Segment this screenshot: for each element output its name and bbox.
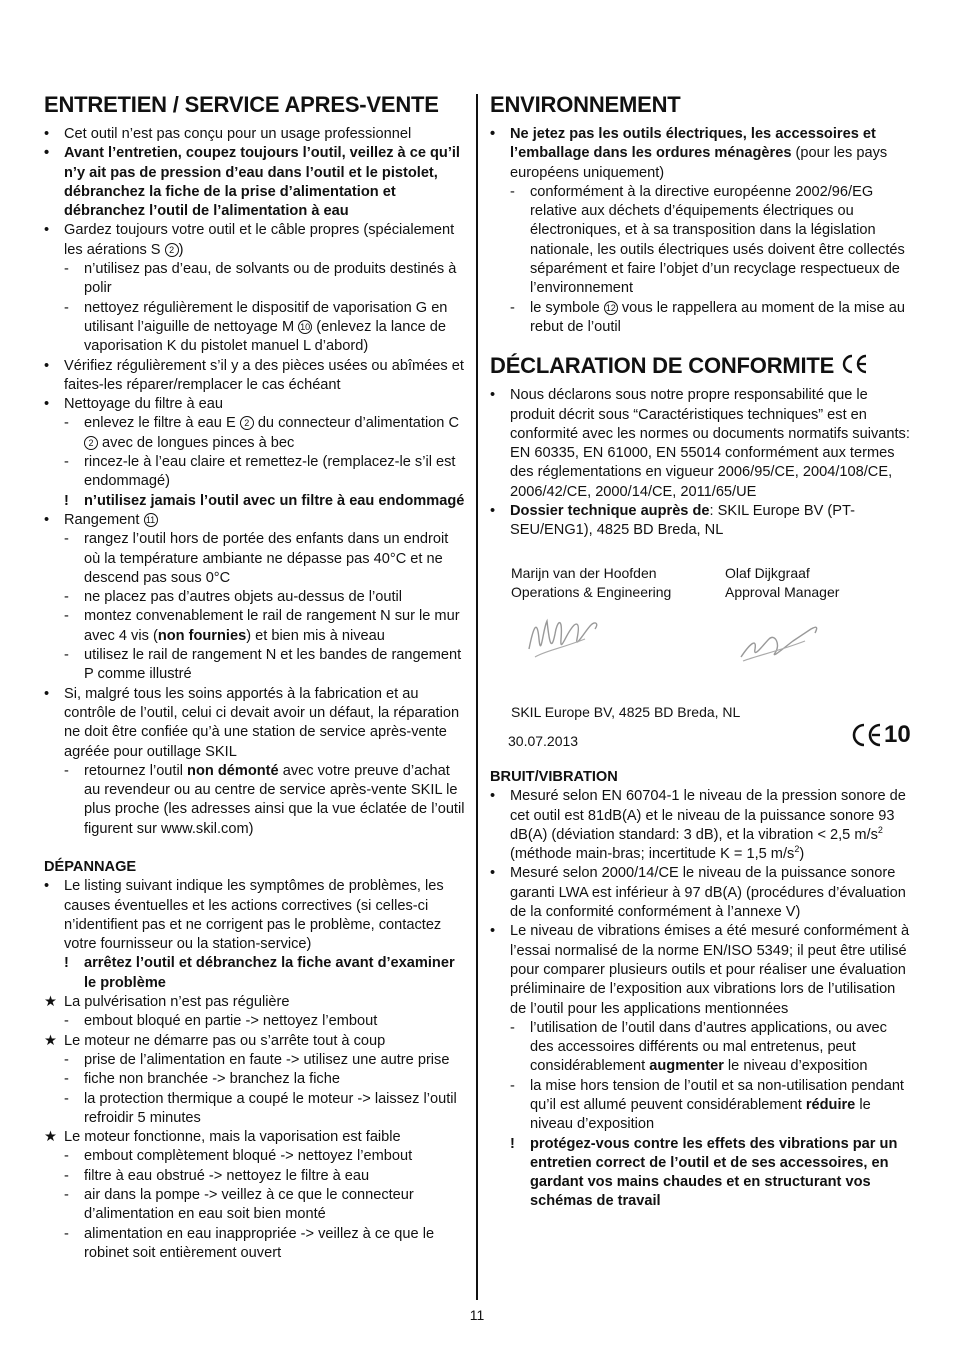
warning-item: ! protégez-vous contre les effets des vibrations par un entretien correct de l’outil et de ses accessoires, en gardant vos mains chaudes et en structurant vos schémas de travail xyxy=(510,1135,898,1210)
left-column xyxy=(44,92,468,1263)
symptom-item: ★ La pulvérisation n’est pas régulière xyxy=(44,994,290,1011)
signature-image xyxy=(735,619,825,669)
symptom-item: ★ Le moteur ne démarre pas ou s’arrête tout à coup xyxy=(44,1032,386,1049)
signatory-role: Approval Manager xyxy=(725,583,840,600)
list-item: • Le niveau de vibrations émises a été mesuré conformément à l’essai normalisé de la norme EN/ISO 5349; il peut être utilisé pour comparer plusieurs outils et pour réaliser une évaluation préliminaire de l’exposition aux vibrations lors de l’utilisation de l’outil pour les applications mentionnées xyxy=(490,923,910,1017)
list-item: • Vérifiez régulièrement s’il y a des pièces usées ou abîmées et faites-les réparer/remplacer le cas échéant xyxy=(44,357,464,393)
list-item: - le symbole 12 vous le rappellera au moment de la mise au rebut de l’outil xyxy=(510,299,905,335)
ce-mark-icon xyxy=(850,722,884,748)
ce-mark-year: 10 xyxy=(850,722,911,748)
list-item: - fiche non branchée -> branchez la fiche xyxy=(64,1071,340,1088)
page-number: 11 xyxy=(469,1307,485,1323)
list-item: • Mesuré selon 2000/14/CE le niveau de la puissance sonore garanti LWA est inférieur à 97 dB(A) (procédures d’évaluation de la conformité conformément à l’annexe V) xyxy=(490,865,906,921)
company-address: SKIL Europe BV, 4825 BD Breda, NL xyxy=(511,703,741,720)
list-item: • Nettoyage du filtre à eau xyxy=(44,396,224,413)
list-item: • Mesuré selon EN 60704-1 le niveau de la pression sonore de cet outil est 81dB(A) et le niveau de la puissance sonore 93 dB(A) (déviation standard: 3 dB), et la vibration < 2,5 $m/s^2$ (méthode main-bras; incertitude K = 1,5 $m/s^2$) xyxy=(490,788,906,863)
ref-number: 10 xyxy=(300,321,311,332)
signature-image xyxy=(525,609,605,669)
list-item: - ne placez pas d’autres objets au-dessus de l’outil xyxy=(64,589,403,606)
list-item: - retournez l’outil non démonté avec votre preuve d’achat au revendeur ou au centre de service après-vente SKIL le plus proche (les adresses ainsi que la vue éclatée de l’outil figurent sur www.skil.com) xyxy=(64,762,465,837)
list-item: • Gardez toujours votre outil et le câble propres (spécialement les aérations S 2 ) xyxy=(44,222,455,258)
list-item: • Avant l’entretien, coupez toujours l’outil, veillez à ce qu’il n’y ait pas de pression d’eau dans l’outil et le pistolet, débranchez la fiche de la prise d’alimentation et débranchez l’outil de l’alimentation à eau xyxy=(44,145,460,220)
list-item: - la mise hors tension de l’outil et sa non-utilisation pendant qu’il est allumé peuvent considérablement réduire le niveau d’exposition xyxy=(510,1077,904,1133)
ref-number: 11 xyxy=(144,513,158,527)
ref-number: 2 xyxy=(84,436,98,450)
ce-mark-icon xyxy=(840,353,870,375)
list-item: • Rangement 11 xyxy=(44,511,468,530)
section-heading-environnement: ENVIRONNEMENT xyxy=(490,92,681,117)
ref-number: 2 xyxy=(240,416,254,430)
warning-item: ! arrêtez l’outil et débranchez la fiche avant d’examiner le problème xyxy=(64,955,455,991)
list-item: • Dossier technique auprès de: SKIL Europe BV (PT-SEU/ENG1), 4825 BD Breda, NL xyxy=(490,503,855,539)
list-item: • Si, malgré tous les soins apportés à la fabrication et au contrôle de l’outil, celui ci devait avoir un défaut, la réparation ne doit être confiée qu’à une station de service après-vente agréée pour outillage SKIL xyxy=(44,685,460,760)
list-item: - alimentation en eau inappropriée -> veillez à ce que le robinet soit entièrement ouvert xyxy=(64,1225,435,1261)
declaration-date: 30.07.2013 xyxy=(508,732,579,749)
symptom-item: ★ Le moteur fonctionne, mais la vaporisation est faible xyxy=(44,1129,401,1146)
signature-block xyxy=(490,541,914,703)
list-item: - embout bloqué en partie -> nettoyez l’embout xyxy=(64,1013,378,1030)
list-item: • Nous déclarons sous notre propre responsabilité que le produit décrit sous “Caractéristiques techniques” est en conformité avec les normes ou documents normatifs suivants: EN 60335, EN 61000, EN 55014 conformément aux termes des réglementations en vigueur 2006/95/CE, 2004/108/CE, 2006/42/CE, 2000/14/CE, 2011/65/UE xyxy=(490,387,910,500)
list-item: - enlevez le filtre à eau E 2 du connecteur d’alimentation C 2 avec de longues pinces à bec xyxy=(64,415,460,451)
section-heading-depannage: DÉPANNAGE xyxy=(44,858,137,875)
list-item: - montez convenablement le rail de rangement N sur le mur avec 4 vis (non fournies) et bien mis à niveau xyxy=(64,608,460,644)
list-item: - filtre à eau obstrué -> nettoyez le filtre à eau xyxy=(64,1167,370,1184)
section-heading-bruit: BRUIT/VIBRATION xyxy=(490,768,618,785)
list-item: - la protection thermique a coupé le moteur -> laissez l’outil refroidir 5 minutes xyxy=(64,1090,457,1126)
list-item: - prise de l’alimentation en faute -> utilisez une autre prise xyxy=(64,1051,450,1068)
right-column xyxy=(490,92,914,1212)
ref-number: 2 xyxy=(165,243,179,257)
list-item: - embout complètement bloqué -> nettoyez l’embout xyxy=(64,1148,413,1165)
list-item: - nettoyez régulièrement le dispositif de vaporisation G en utilisant l’aiguille de nettoyage M 10 (enlevez la lance de vaporisation K du pistolet manuel L d’abord) xyxy=(64,299,448,355)
list-item: - rangez l’outil hors de portée des enfants dans un endroit où la température ambiante ne dépasse pas 40°C et ne descend pas sous 0°C xyxy=(64,531,449,586)
list-item: - utilisez le rail de rangement N et les bandes de rangement P comme illustré xyxy=(64,647,462,683)
date-row xyxy=(490,722,914,762)
list-item: - air dans la pompe -> veillez à ce que le connecteur d’alimentation en eau soit bien monté xyxy=(64,1187,414,1223)
list-item: • Cet outil n’est pas conçu pour un usage professionnel xyxy=(44,126,412,142)
ref-number: 12 xyxy=(605,302,616,313)
signatory-name: Olaf Dijkgraaf xyxy=(725,564,810,581)
section-heading-declaration: DÉCLARATION DE CONFORMITE xyxy=(490,353,914,379)
list-item: - rincez-le à l’eau claire et remettez-le (remplacez-le s’il est endommagé) xyxy=(64,454,456,490)
signatory-role: Operations & Engineering xyxy=(511,583,672,600)
list-item: • Le listing suivant indique les symptômes de problèmes, les causes éventuelles et les actions correctives (si celles-ci n’identifient pas et ne corrigent pas le problème, contactez votre fournisseur ou la station-service) xyxy=(44,878,444,953)
list-item: - n’utilisez pas d’eau, de solvants ou de produits destinés à polir xyxy=(64,261,457,297)
warning-item: ! n’utilisez jamais l’outil avec un filtre à eau endommagé xyxy=(64,492,465,509)
column-divider xyxy=(476,94,478,1300)
section-heading-entretien: ENTRETIEN / SERVICE APRES-VENTE xyxy=(44,92,439,117)
signatory-name: Marijn van der Hoofden xyxy=(511,564,657,581)
list-item: - conformément à la directive européenne 2002/96/EG relative aux déchets d’équipements électriques ou électroniques, et à sa transposition dans la législation nationale, les outils électriques usés doivent être collectés séparément et faire l’objet d’un recyclage respectueux de l’environnement xyxy=(510,183,905,297)
list-item: • Ne jetez pas les outils électriques, les accessoires et l’emballage dans les ordures ménagères (pour les pays européens uniquement) xyxy=(490,126,888,181)
list-item: - l’utilisation de l’outil dans d’autres applications, ou avec des accessoires différents ou mal entretenus, peut considérablement augmenter le niveau d’exposition xyxy=(510,1019,887,1075)
